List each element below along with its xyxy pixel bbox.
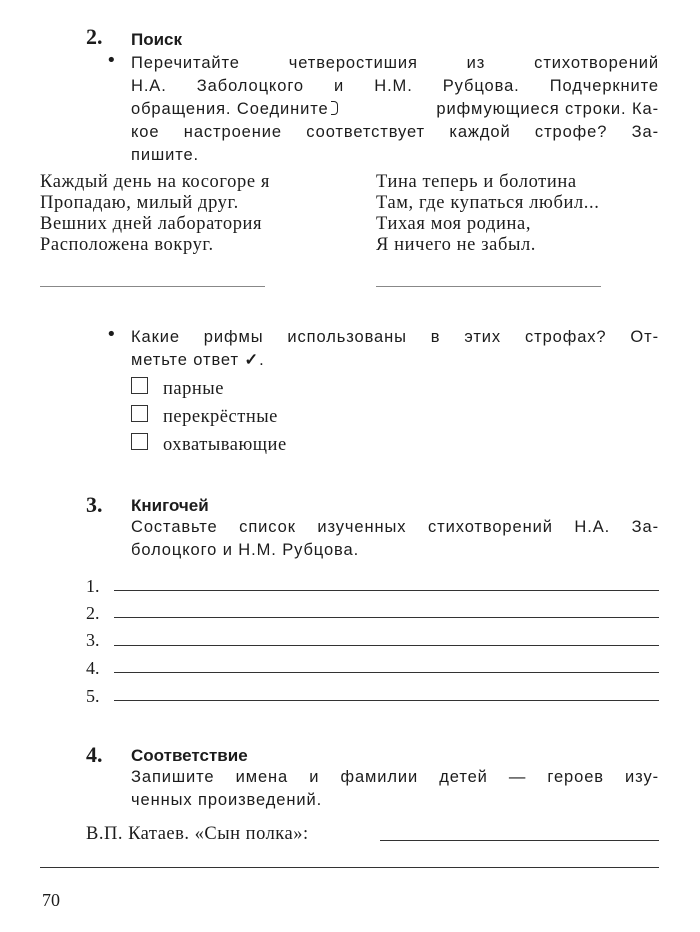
question-line: Какие рифмы использованы в этих строфах? От- [131, 328, 659, 346]
list-number: 1. [86, 576, 100, 596]
list-number: 5. [86, 686, 100, 706]
task2-number: 2. [86, 24, 103, 49]
instruction-line: кое настроение соответствует каждой строфе? За- [131, 123, 659, 141]
task4-instruction [131, 766, 659, 812]
task2-question: Какие рифмы использованы в этих строфах? От- метьте ответ ✓. [131, 328, 659, 369]
instruction-line: болоцкого и Н.М. Рубцова. [131, 541, 360, 559]
list-number: 2. [86, 603, 100, 623]
list-answer-line[interactable] [114, 700, 659, 701]
mood-answer-line-right[interactable] [376, 286, 601, 287]
instruction-line: пишите. [131, 146, 200, 164]
list-answer-line[interactable] [114, 672, 659, 673]
list-answer-line[interactable] [114, 590, 659, 591]
poem-line: Расположена вокруг. [40, 235, 214, 255]
option-label: перекрёстные [163, 407, 278, 427]
task4-answer-line-2[interactable] [40, 867, 659, 868]
instruction-line-with-bracket [131, 98, 659, 121]
checkbox-enclosing[interactable] [131, 433, 148, 450]
task4-title: Соответствие [131, 746, 248, 765]
instruction-line: Н.А. Заболоцкого и Н.М. Рубцова. Подчеркните [131, 77, 659, 95]
page-number: 70 [42, 890, 60, 910]
question-line: метьте ответ [131, 351, 239, 369]
bullet-icon: • [106, 50, 117, 71]
checkbox-paired[interactable] [131, 377, 148, 394]
instruction-line: Перечитайте четверостишия из стихотворений [131, 54, 659, 72]
instruction-line: рифмующиеся строки. Ка- [436, 100, 659, 118]
task2-title: Поиск [131, 30, 183, 49]
task4-number: 4. [86, 742, 103, 767]
list-answer-line[interactable] [114, 617, 659, 618]
instruction-line: ченных произведений. [131, 791, 323, 809]
bullet-icon: • [106, 324, 117, 345]
list-number: 3. [86, 630, 100, 650]
poem-line: Вешних дней лаборатория [40, 214, 263, 234]
list-answer-line[interactable] [114, 645, 659, 646]
task2-instruction [131, 52, 659, 167]
instruction-line: обращения. Соедините [131, 100, 329, 118]
task3-instruction [131, 516, 659, 562]
instruction-line: Составьте список изученных стихотворений Н.А. За- [131, 518, 659, 536]
poem-line: Я ничего не забыл. [376, 235, 537, 255]
poem-left [40, 172, 270, 256]
option-label: охватывающие [163, 435, 287, 455]
option-label: парные [163, 379, 224, 399]
task3-title: Книгочей [131, 496, 209, 515]
mood-answer-line-left[interactable] [40, 286, 265, 287]
task4-prompt: В.П. Катаев. «Сын полка»: [86, 824, 309, 844]
poem-line: Каждый день на косогоре я [40, 172, 270, 192]
poem-right [376, 172, 599, 256]
checkbox-cross[interactable] [131, 405, 148, 422]
poem-line: Пропадаю, милый друг. [40, 193, 239, 213]
poem-line: Тихая моя родина, [376, 214, 532, 234]
checkmark-icon: ✓ [244, 351, 260, 369]
instruction-line: Запишите имена и фамилии детей — героев изу- [131, 768, 659, 786]
task4-answer-line[interactable] [380, 840, 659, 841]
poem-line: Там, где купаться любил... [376, 193, 600, 213]
poem-line: Тина теперь и болотина [376, 172, 577, 192]
task3-number: 3. [86, 492, 103, 517]
bracket-icon [331, 101, 338, 115]
list-number: 4. [86, 658, 100, 678]
